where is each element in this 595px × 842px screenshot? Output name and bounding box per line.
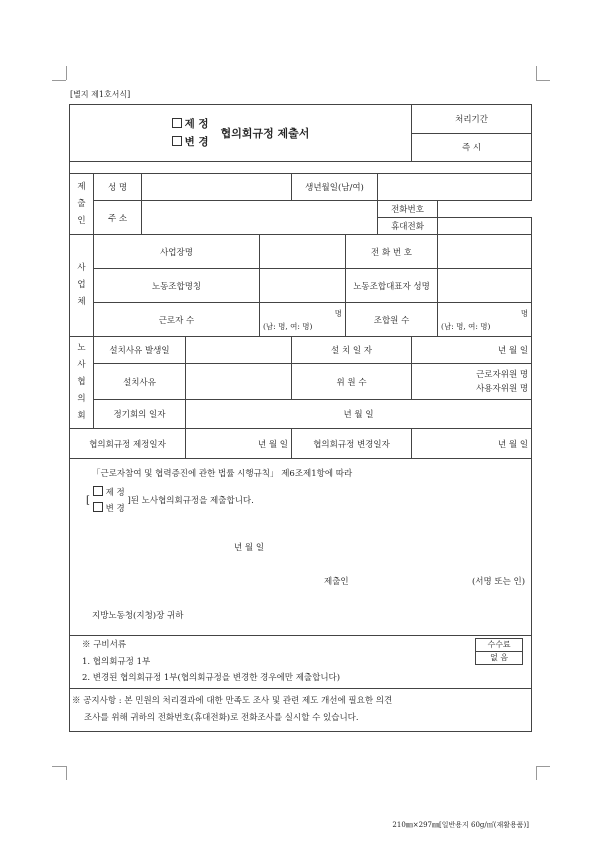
submitter-label: 제출인: [324, 577, 349, 587]
business-phone-field[interactable]: [438, 235, 532, 269]
crop-mark-tl-v: [66, 66, 67, 80]
paper-spec: 210㎜×297㎜[일반용지 60g/㎡(재활용품)]: [392, 821, 529, 829]
meeting-label: 정기회의 일자: [94, 400, 186, 429]
signature-placeholder[interactable]: (서명 또는 인): [471, 577, 526, 587]
statement-option-change[interactable]: 변 경: [93, 501, 125, 517]
members-label: 조합원 수: [346, 303, 438, 337]
form-code: [별지 제1호서식]: [70, 90, 131, 99]
crop-mark-tr-v: [536, 66, 537, 80]
statement-law: 「근로자참여 및 협력증진에 관한 법률 시행규칙」 제6조제1항에 따라: [92, 469, 353, 479]
form-title-cell: [70, 105, 412, 162]
crop-mark-tr-h: [536, 80, 550, 81]
workers-label: 근로자 수: [94, 303, 260, 337]
union-name-label: 노동조합명칭: [94, 269, 260, 303]
reason-date-label: 설치사유 발생일: [94, 337, 186, 364]
business-name-label: 사업장명: [94, 235, 260, 269]
union-name-field[interactable]: [260, 269, 346, 303]
crop-mark-bl-v: [66, 766, 67, 780]
processing-label: 처리기간: [412, 105, 532, 134]
notice-line-2: 조사를 위해 귀하의 전화번호(휴대전화)로 전화조사를 실시할 수 있습니다.: [84, 713, 359, 723]
statement-cell: 「근로자참여 및 협력증진에 관한 법률 시행규칙」 제6조제1항에 따라 [ 제 정 변 경 ]된 노사협의회규정을 제출합니다. 년 월 일 제출인 (서명 또는 인) 지방노동청(지청)장 귀하: [70, 459, 532, 636]
document-item-1: 1. 협의회규정 1부: [82, 657, 151, 667]
crop-mark-bl-h: [52, 766, 66, 767]
name-field[interactable]: [142, 174, 292, 201]
fee-label: 수수료: [476, 639, 522, 652]
council-members-label: 위 원 수: [292, 364, 412, 400]
address-label: 주 소: [94, 201, 142, 235]
statement-checkbox-change[interactable]: [93, 502, 103, 512]
crop-mark-br-v: [536, 766, 537, 780]
fee-box: [475, 638, 523, 665]
statement-text: ]된 노사협의회규정을 제출합니다.: [127, 496, 254, 506]
document-item-2: 2. 변경된 협의회규정 1부(협의회규정을 변경한 경우에만 제출합니다): [82, 673, 341, 683]
title-option-enact[interactable]: 제 정: [172, 115, 209, 133]
notice-line-1: ※ 공지사항 : 본 민원의 처리결과에 대한 만족도 조사 및 관련 제도 개선에 필요한 의견: [72, 696, 393, 706]
statement-option-enact[interactable]: 제 정: [93, 485, 125, 501]
address-field[interactable]: [142, 201, 378, 235]
documents-cell: [70, 636, 532, 689]
reason-field[interactable]: [186, 364, 292, 400]
install-date-field[interactable]: 년 월 일: [412, 337, 532, 364]
phone-label: 전화번호: [378, 201, 438, 218]
members-field[interactable]: 명 (남: 명, 여: 명): [438, 303, 532, 337]
workplace-section-label: 사업체: [70, 235, 94, 337]
union-rep-label: 노동조합대표자 성명: [346, 269, 438, 303]
phone-field[interactable]: [438, 201, 532, 218]
enact-date-label: 협의회규정 제정일자: [70, 429, 186, 459]
council-members-field[interactable]: 근로자위원 명 사용자위원 명: [412, 364, 532, 400]
crop-mark-tl-h: [52, 80, 66, 81]
change-date-field[interactable]: 년 월 일: [412, 429, 532, 459]
workers-field[interactable]: 명 (남: 명, 여: 명): [260, 303, 346, 337]
reason-date-field[interactable]: [186, 337, 292, 364]
submission-form: [69, 104, 532, 732]
meeting-field[interactable]: 년 월 일: [186, 400, 532, 429]
checkbox-enact[interactable]: [172, 118, 182, 128]
mobile-label: 휴대전화: [378, 218, 438, 235]
install-date-label: 설 치 일 자: [292, 337, 412, 364]
checkbox-change[interactable]: [172, 136, 182, 146]
change-date-label: 협의회규정 변경일자: [292, 429, 412, 459]
business-name-field[interactable]: [260, 235, 346, 269]
submitter-section-label: 제출인: [70, 174, 94, 235]
union-rep-field[interactable]: [438, 269, 532, 303]
spacer-row: [70, 162, 532, 174]
processing-value: 즉 시: [412, 133, 532, 162]
name-label: 성 명: [94, 174, 142, 201]
documents-heading: ※ 구비서류: [82, 640, 127, 650]
enact-date-field[interactable]: 년 월 일: [186, 429, 292, 459]
addressee: 지방노동청(지청)장 귀하: [92, 611, 184, 621]
business-phone-label: 전 화 번 호: [346, 235, 438, 269]
council-section-label: 노사협의회: [70, 337, 94, 429]
crop-mark-br-h: [536, 766, 550, 767]
title-option-change[interactable]: 변 경: [172, 133, 209, 151]
birth-label: 생년월일(남/여): [292, 174, 378, 201]
birth-field[interactable]: [378, 174, 532, 201]
form-title: 협의회규정 제출서: [220, 127, 310, 140]
statement-date[interactable]: 년 월 일: [234, 543, 265, 553]
notice-cell: [70, 689, 532, 732]
mobile-field[interactable]: [438, 218, 532, 235]
statement-checkbox-enact[interactable]: [93, 486, 103, 496]
fee-value: 없 음: [490, 653, 509, 662]
reason-label: 설치사유: [94, 364, 186, 400]
